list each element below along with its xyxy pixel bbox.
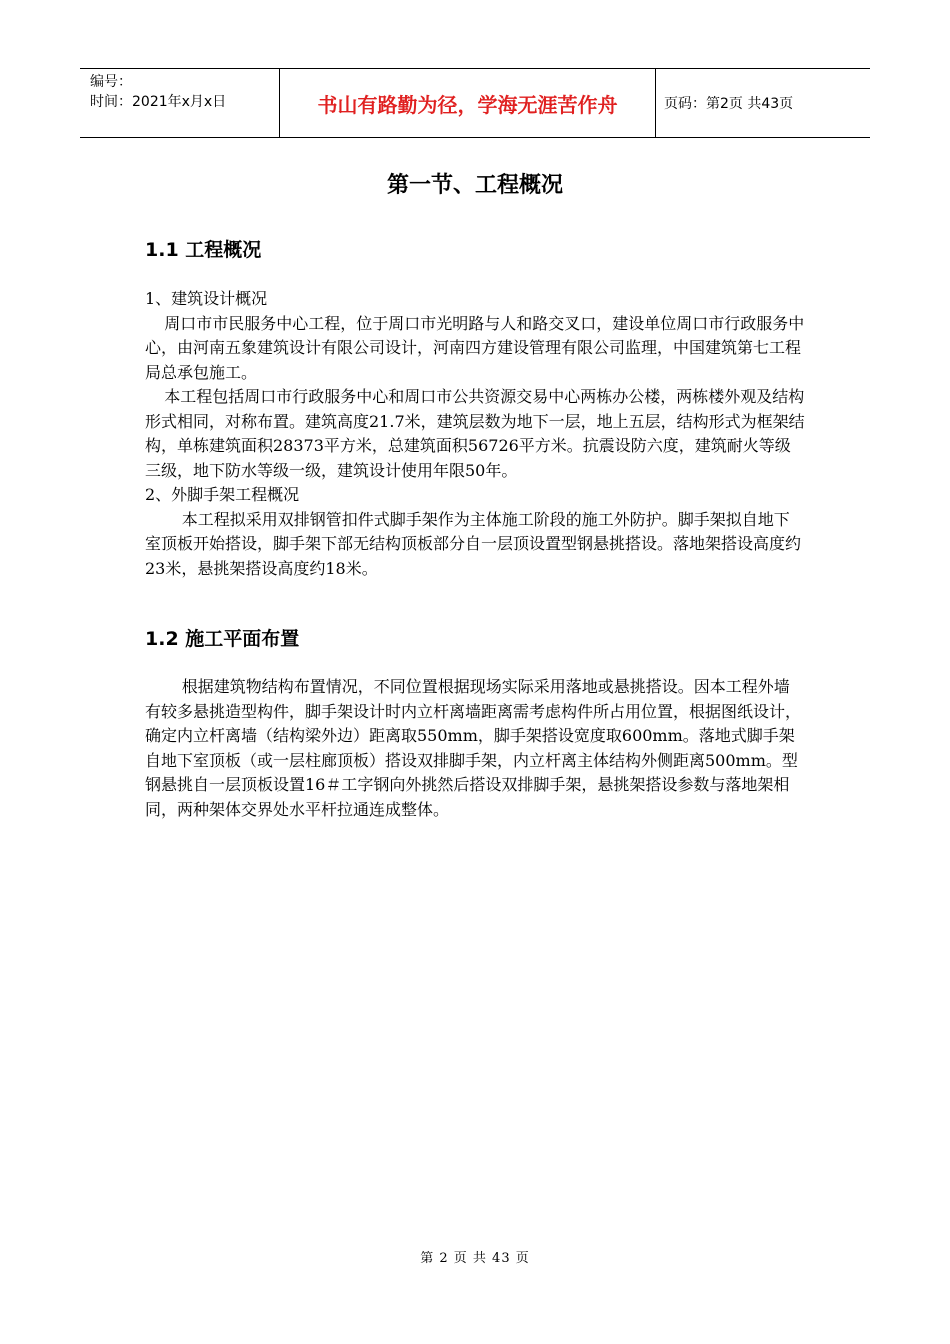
section-1-2-body — [145, 675, 805, 822]
section-heading-1-1: 1.1 工程概况 — [145, 239, 262, 261]
section-1-1-body — [145, 287, 805, 581]
section-heading-1-2: 1.2 施工平面布置 — [145, 628, 300, 650]
subsection-label-scaffold: 2、外脚手架工程概况 — [145, 485, 300, 504]
page-header — [80, 68, 870, 138]
header-meta — [80, 69, 280, 137]
paragraph: 根据建筑物结构布置情况，不同位置根据现场实际采用落地或悬挑搭设。因本工程外墙有较多悬挑造型构件，脚手架设计时内立杆离墙距离需考虑构件所占用位置，根据图纸设计，确定内立杆离墙（结构梁外边）距离取550mm，脚手架搭设宽度取600mm。落地式脚手架自地下室顶板（或一层柱廊顶板）搭设双排脚手架，内立杆离主体结构外侧距离500mm。型钢悬挑自一层顶板设置16＃工字钢向外挑然后搭设双排脚手架，悬挑架搭设参数与落地架相同，两种架体交界处水平杆拉通连成整体。 — [145, 677, 802, 819]
paragraph: 周口市市民服务中心工程，位于周口市光明路与人和路交叉口，建设单位周口市行政服务中心，由河南五象建筑设计有限公司设计，河南四方建设管理有限公司监理，中国建筑第七工程局总承包施工。 — [145, 313, 805, 382]
page-title: 第一节、工程概况 — [386, 173, 563, 198]
header-page-info: 页码：第2页 共43页 — [664, 96, 794, 112]
document-number-label: 编号： — [90, 74, 132, 90]
page-footer: 第 2 页 共 43 页 — [420, 1251, 530, 1266]
subsection-label-building-design: 1、建筑设计概况 — [145, 289, 268, 308]
header-motto: 书山有路勤为径，学海无涯苦作舟 — [280, 69, 656, 137]
paragraph: 本工程包括周口市行政服务中心和周口市公共资源交易中心两栋办公楼，两栋楼外观及结构形式相同，对称布置。建筑高度21.7米，建筑层数为地下一层，地上五层，结构形式为框架结构，单栋建筑面积28373平方米，总建筑面积56726平方米。抗震设防六度，建筑耐火等级三级，地下防水等级一级，建筑设计使用年限50年。 — [145, 387, 805, 480]
document-date: 时间：2021年x月x日 — [90, 94, 227, 110]
paragraph: 本工程拟采用双排钢管扣件式脚手架作为主体施工阶段的施工外防护。脚手架拟自地下室顶板开始搭设，脚手架下部无结构顶板部分自一层顶设置型钢悬挑搭设。落地架搭设高度约23米，悬挑架搭设高度约18米。 — [145, 509, 802, 578]
